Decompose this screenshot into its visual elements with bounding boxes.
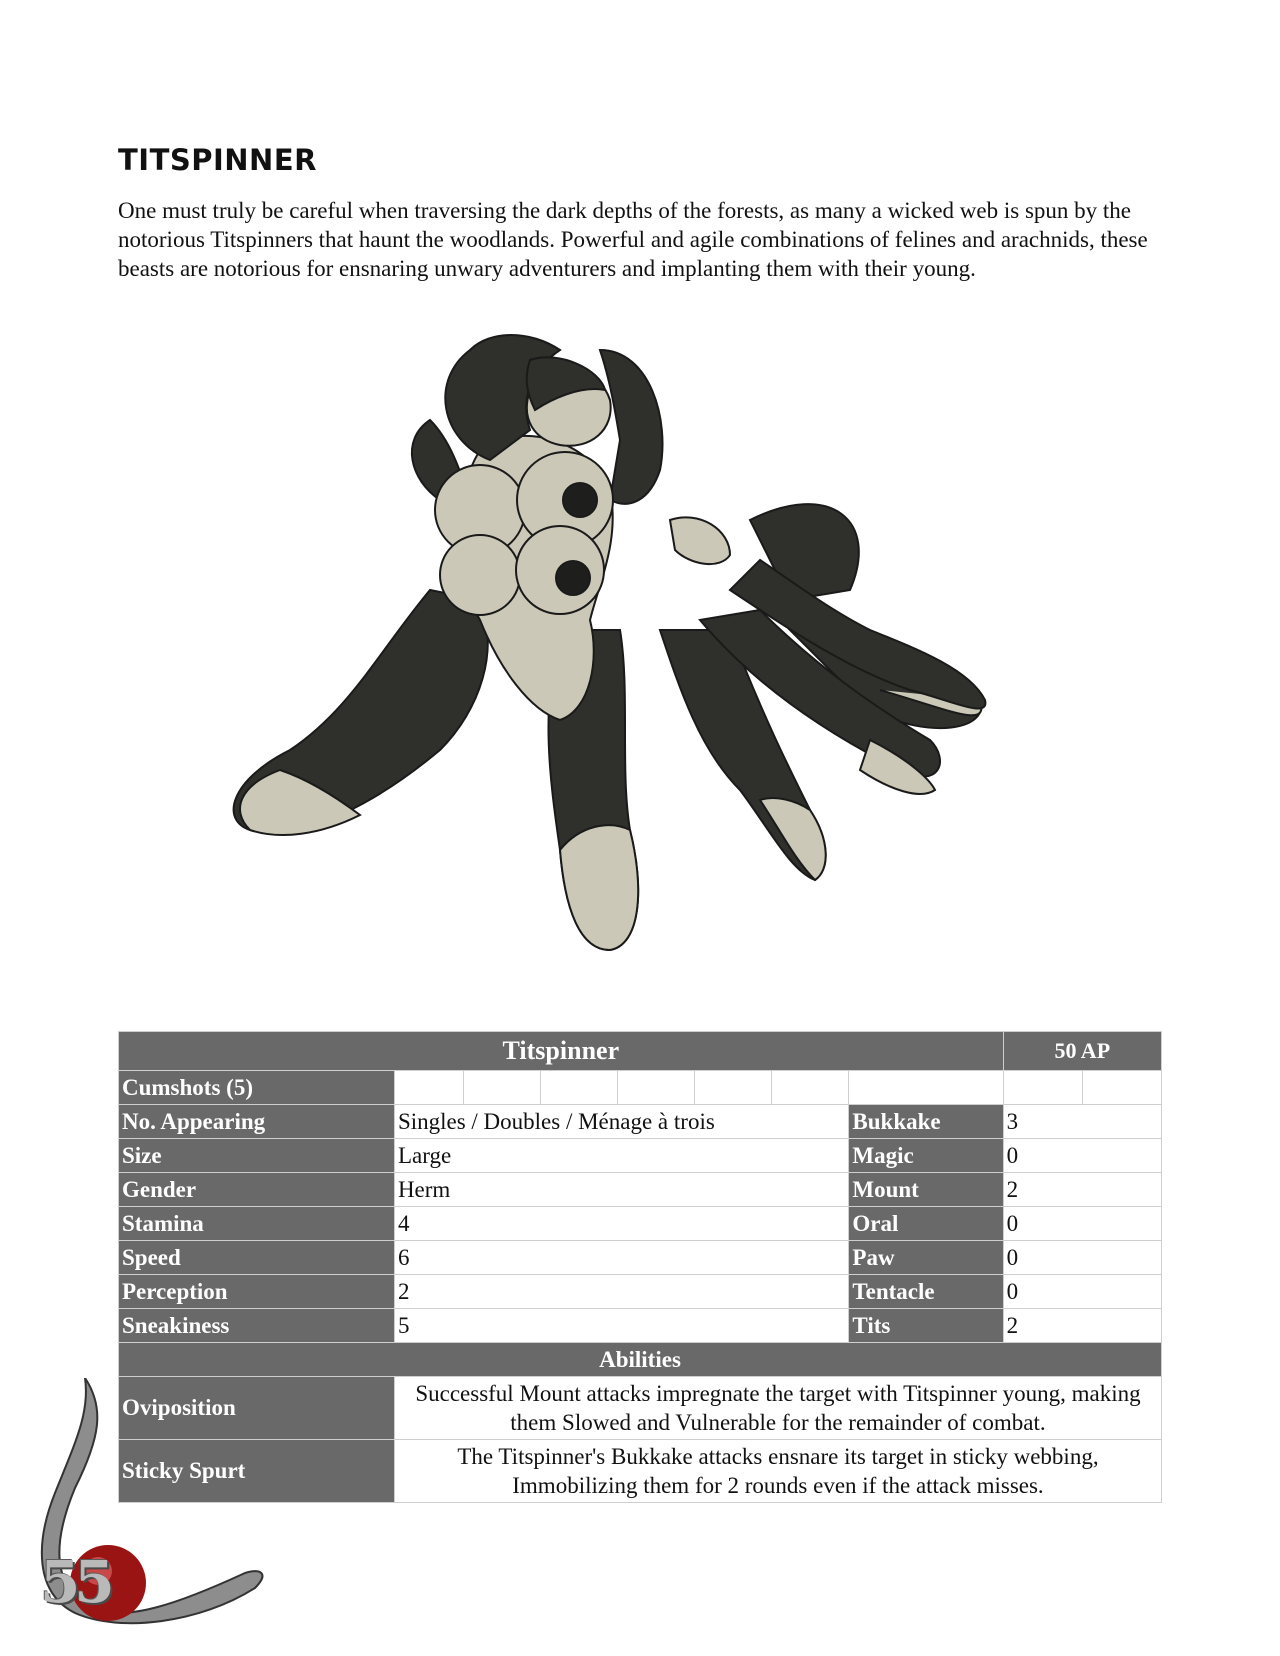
- stat-label: No. Appearing: [119, 1105, 395, 1139]
- stat-label: Stamina: [119, 1207, 395, 1241]
- cumshot-box[interactable]: [618, 1071, 695, 1105]
- stat-label: Sneakiness: [119, 1309, 395, 1343]
- cumshot-box: [1003, 1071, 1082, 1105]
- table-row: [119, 1173, 1162, 1207]
- cumshot-box[interactable]: [541, 1071, 618, 1105]
- stat-value: Herm: [394, 1173, 848, 1207]
- attack-value: 3: [1003, 1105, 1161, 1139]
- abilities-header: Abilities: [119, 1343, 1162, 1377]
- cumshot-box: [1082, 1071, 1161, 1105]
- attack-value: 0: [1003, 1241, 1161, 1275]
- table-row: [119, 1105, 1162, 1139]
- table-row: [119, 1139, 1162, 1173]
- ability-description: Successful Mount attacks impregnate the target with Titspinner young, making them Slowed and Vulnerable for the remainder of combat.: [394, 1377, 1161, 1440]
- attack-label: Paw: [849, 1241, 1003, 1275]
- cumshots-label: Cumshots (5): [119, 1071, 395, 1105]
- stat-block-title: Titspinner: [119, 1032, 1004, 1071]
- attack-value: 0: [1003, 1207, 1161, 1241]
- attack-value: 0: [1003, 1275, 1161, 1309]
- cumshot-box[interactable]: [463, 1071, 540, 1105]
- page-number: 55: [40, 1548, 109, 1616]
- attack-value: 0: [1003, 1139, 1161, 1173]
- ability-name: Oviposition: [119, 1377, 395, 1440]
- intro-paragraph: One must truly be careful when traversing the dark depths of the forests, as many a wicked web is spun by the notorious Titspinners that haunt the woodlands. Powerful and agile combinations of felines and arachnids, these beasts are notorious for ensnaring unwary adventurers and implanting them with their young.: [118, 198, 1148, 281]
- attack-label: Oral: [849, 1207, 1003, 1241]
- attack-value: 2: [1003, 1173, 1161, 1207]
- ability-description: The Titspinner's Bukkake attacks ensnare its target in sticky webbing, Immobilizing them for 2 rounds even if the attack misses.: [394, 1440, 1161, 1503]
- attack-label: Tentacle: [849, 1275, 1003, 1309]
- attack-label: Tits: [849, 1309, 1003, 1343]
- attack-label: Mount: [849, 1173, 1003, 1207]
- stat-value: 4: [394, 1207, 848, 1241]
- table-row: [119, 1241, 1162, 1275]
- table-row: [119, 1275, 1162, 1309]
- stat-label: Gender: [119, 1173, 395, 1207]
- attack-label: Magic: [849, 1139, 1003, 1173]
- stat-value: Singles / Doubles / Ménage à trois: [394, 1105, 848, 1139]
- stat-value: 5: [394, 1309, 848, 1343]
- stat-value: Large: [394, 1139, 848, 1173]
- attack-value: 2: [1003, 1309, 1161, 1343]
- table-row: [119, 1207, 1162, 1241]
- attack-label: Bukkake: [849, 1105, 1003, 1139]
- table-row: [119, 1309, 1162, 1343]
- cumshot-box: [772, 1071, 849, 1105]
- cumshot-box: [849, 1071, 1003, 1105]
- cumshot-box[interactable]: [695, 1071, 772, 1105]
- stat-value: 2: [394, 1275, 848, 1309]
- stat-value: 6: [394, 1241, 848, 1275]
- creature-illustration: [230, 330, 1050, 1010]
- stat-label: Speed: [119, 1241, 395, 1275]
- stat-label: Size: [119, 1139, 395, 1173]
- stat-label: Perception: [119, 1275, 395, 1309]
- ability-name: Sticky Spurt: [119, 1440, 395, 1503]
- creature-title: TITSPINNER: [118, 143, 317, 177]
- ap-value: 50 AP: [1003, 1032, 1161, 1071]
- cumshot-box[interactable]: [394, 1071, 463, 1105]
